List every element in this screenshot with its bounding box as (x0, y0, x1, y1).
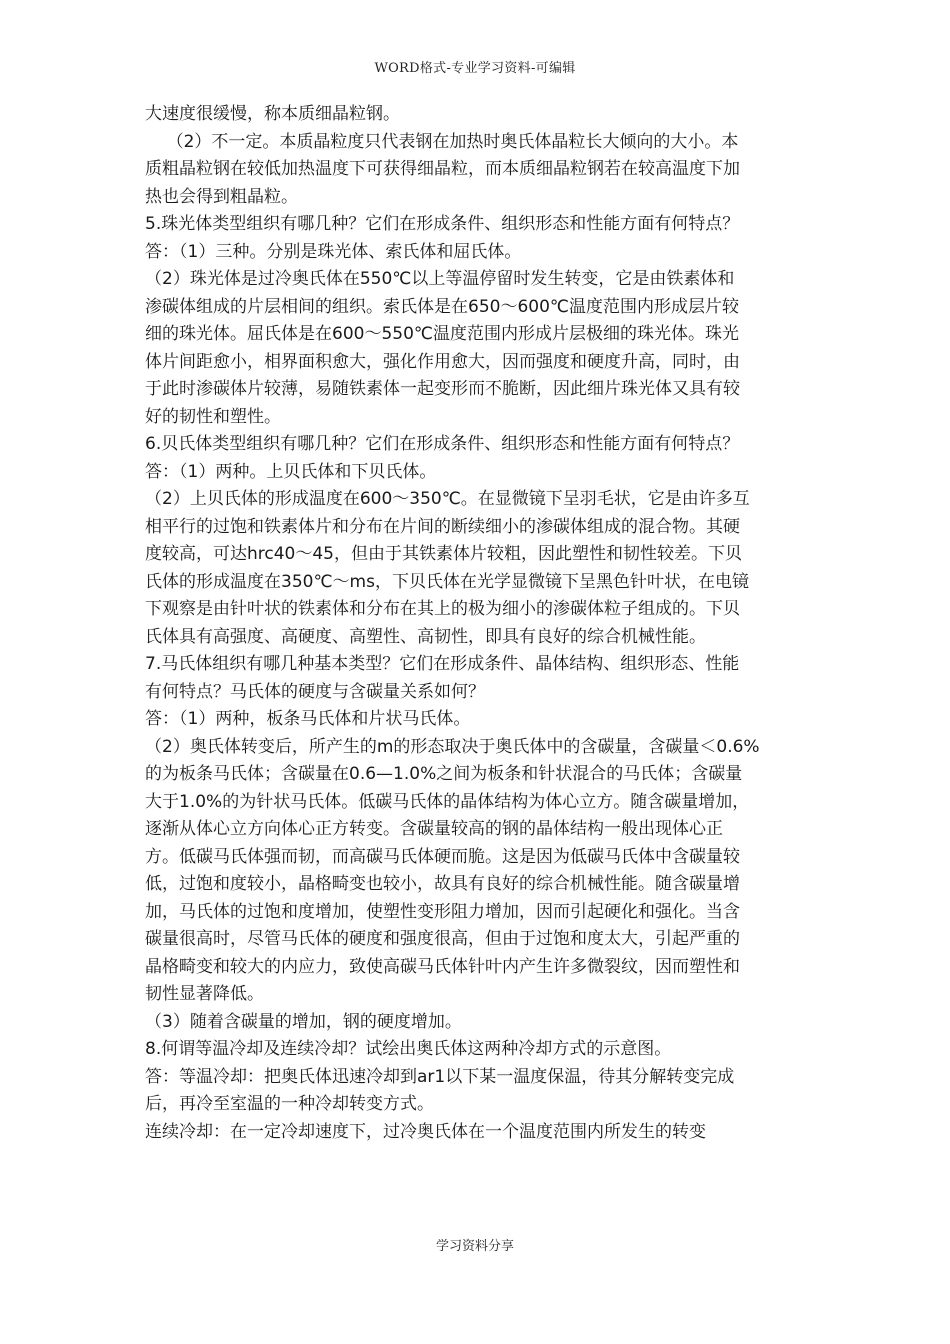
text-line: 后，再冷至室温的一种冷却转变方式。 (145, 1094, 434, 1114)
text-line: （2）不一定。本质晶粒度只代表钢在加热时奥氏体晶粒长大倾向的大小。本 (145, 131, 739, 152)
text-line: 渗碳体组成的片层相间的组织。索氏体是在650～600℃温度范围内形成层片较 (145, 296, 739, 317)
text-line: 好的韧性和塑性。 (145, 406, 281, 427)
text-line: 度较高，可达hrc40～45，但由于其铁素体片较粗，因此塑性和韧性较差。下贝 (145, 544, 742, 564)
text-line: 答：等温冷却：把奥氏体迅速冷却到ar1以下某一温度保温，待其分解转变完成 (145, 1066, 735, 1087)
text-line: 大于1.0%的为针状马氏体。低碳马氏体的晶体结构为体心立方。随含碳量增加， (145, 791, 750, 812)
text-line: 质粗晶粒钢在较低加热温度下可获得细晶粒，而本质细晶粒钢若在较高温度下加 (145, 159, 740, 179)
text-line: 低，过饱和度较小，晶格畸变也较小，故具有良好的综合机械性能。随含碳量增 (145, 874, 740, 894)
question-heading: 8.何谓等温冷却及连续冷却？试绘出奥氏体这两种冷却方式的示意图。 (145, 1039, 672, 1059)
text-line: 连续冷却：在一定冷却速度下，过冷奥氏体在一个温度范围内所发生的转变 (145, 1121, 706, 1142)
text-line: 体片间距愈小，相界面积愈大，强化作用愈大，因而强度和硬度升高，同时，由 (145, 351, 740, 372)
text-line: 方。低碳马氏体强而韧，而高碳马氏体硬而脆。这是因为低碳马氏体中含碳量较 (145, 846, 740, 867)
text-line: 氏体具有高强度、高硬度、高塑性、高韧性，即具有良好的综合机械性能。 (145, 626, 706, 647)
text-line: 加，马氏体的过饱和度增加，使塑性变形阻力增加，因而引起硬化和强化。当含 (145, 901, 740, 922)
text-line: 大速度很缓慢，称本质细晶粒钢。 (145, 104, 400, 124)
text-line: 逐渐从体心立方向体心正方转变。含碳量较高的钢的晶体结构一般出现体心正 (145, 819, 723, 839)
text-line: 氏体的形成温度在350℃～ms，下贝氏体在光学显微镜下呈黑色针叶状，在电镜 (145, 571, 749, 592)
question-heading: 5.珠光体类型组织有哪几种？它们在形成条件、组织形态和性能方面有何特点？ (145, 214, 740, 234)
text-line: 答：（1）三种。分别是珠光体、索氏体和屈氏体。 (145, 241, 522, 262)
text-line: 答：（1）两种，板条马氏体和片状马氏体。 (145, 709, 471, 729)
document-body (145, 101, 813, 1146)
text-line: 晶格畸变和较大的内应力，致使高碳马氏体针叶内产生许多微裂纹，因而塑性和 (145, 956, 740, 977)
text-line: 的为板条马氏体；含碳量在0.6—1.0%之间为板条和针状混合的马氏体；含碳量 (145, 764, 743, 784)
text-line: 韧性显著降低。 (145, 984, 264, 1004)
page-footer: 学习资料分享 (435, 1239, 514, 1254)
text-line: 碳量很高时，尽管马氏体的硬度和强度很高，但由于过饱和度太大，引起严重的 (145, 929, 740, 949)
text-line: 下观察是由针叶状的铁素体和分布在其上的极为细小的渗碳体粒子组成的。下贝 (145, 599, 740, 619)
text-line: 于此时渗碳体片较薄，易随铁素体一起变形而不脆断，因此细片珠光体又具有较 (145, 379, 740, 399)
text-line: 热也会得到粗晶粒。 (145, 186, 298, 207)
page-header: WORD格式-专业学习资料-可编辑 (374, 61, 576, 76)
text-line: （3）随着含碳量的增加，钢的硬度增加。 (145, 1011, 462, 1032)
text-line: 有何特点？马氏体的硬度与含碳量关系如何？ (145, 681, 485, 702)
text-line: （2）珠光体是过冷奥氏体在550℃以上等温停留时发生转变，它是由铁素体和 (145, 269, 735, 289)
text-line: 答：（1）两种。上贝氏体和下贝氏体。 (145, 461, 437, 482)
text-line: （2）奥氏体转变后，所产生的m的形态取决于奥氏体中的含碳量，含碳量＜0.6% (145, 736, 760, 757)
question-heading: 6.贝氏体类型组织有哪几种？它们在形成条件、组织形态和性能方面有何特点？ (145, 434, 740, 454)
question-heading: 7.马氏体组织有哪几种基本类型？它们在形成条件、晶体结构、组织形态、性能 (145, 654, 740, 674)
text-line: 细的珠光体。屈氏体是在600～550℃温度范围内形成片层极细的珠光体。珠光 (145, 324, 739, 344)
text-line: 相平行的过饱和铁素体片和分布在片间的断续细小的渗碳体组成的混合物。其硬 (145, 516, 740, 537)
text-line: （2）上贝氏体的形成温度在600～350℃。在显微镜下呈羽毛状，它是由许多互 (145, 489, 750, 509)
